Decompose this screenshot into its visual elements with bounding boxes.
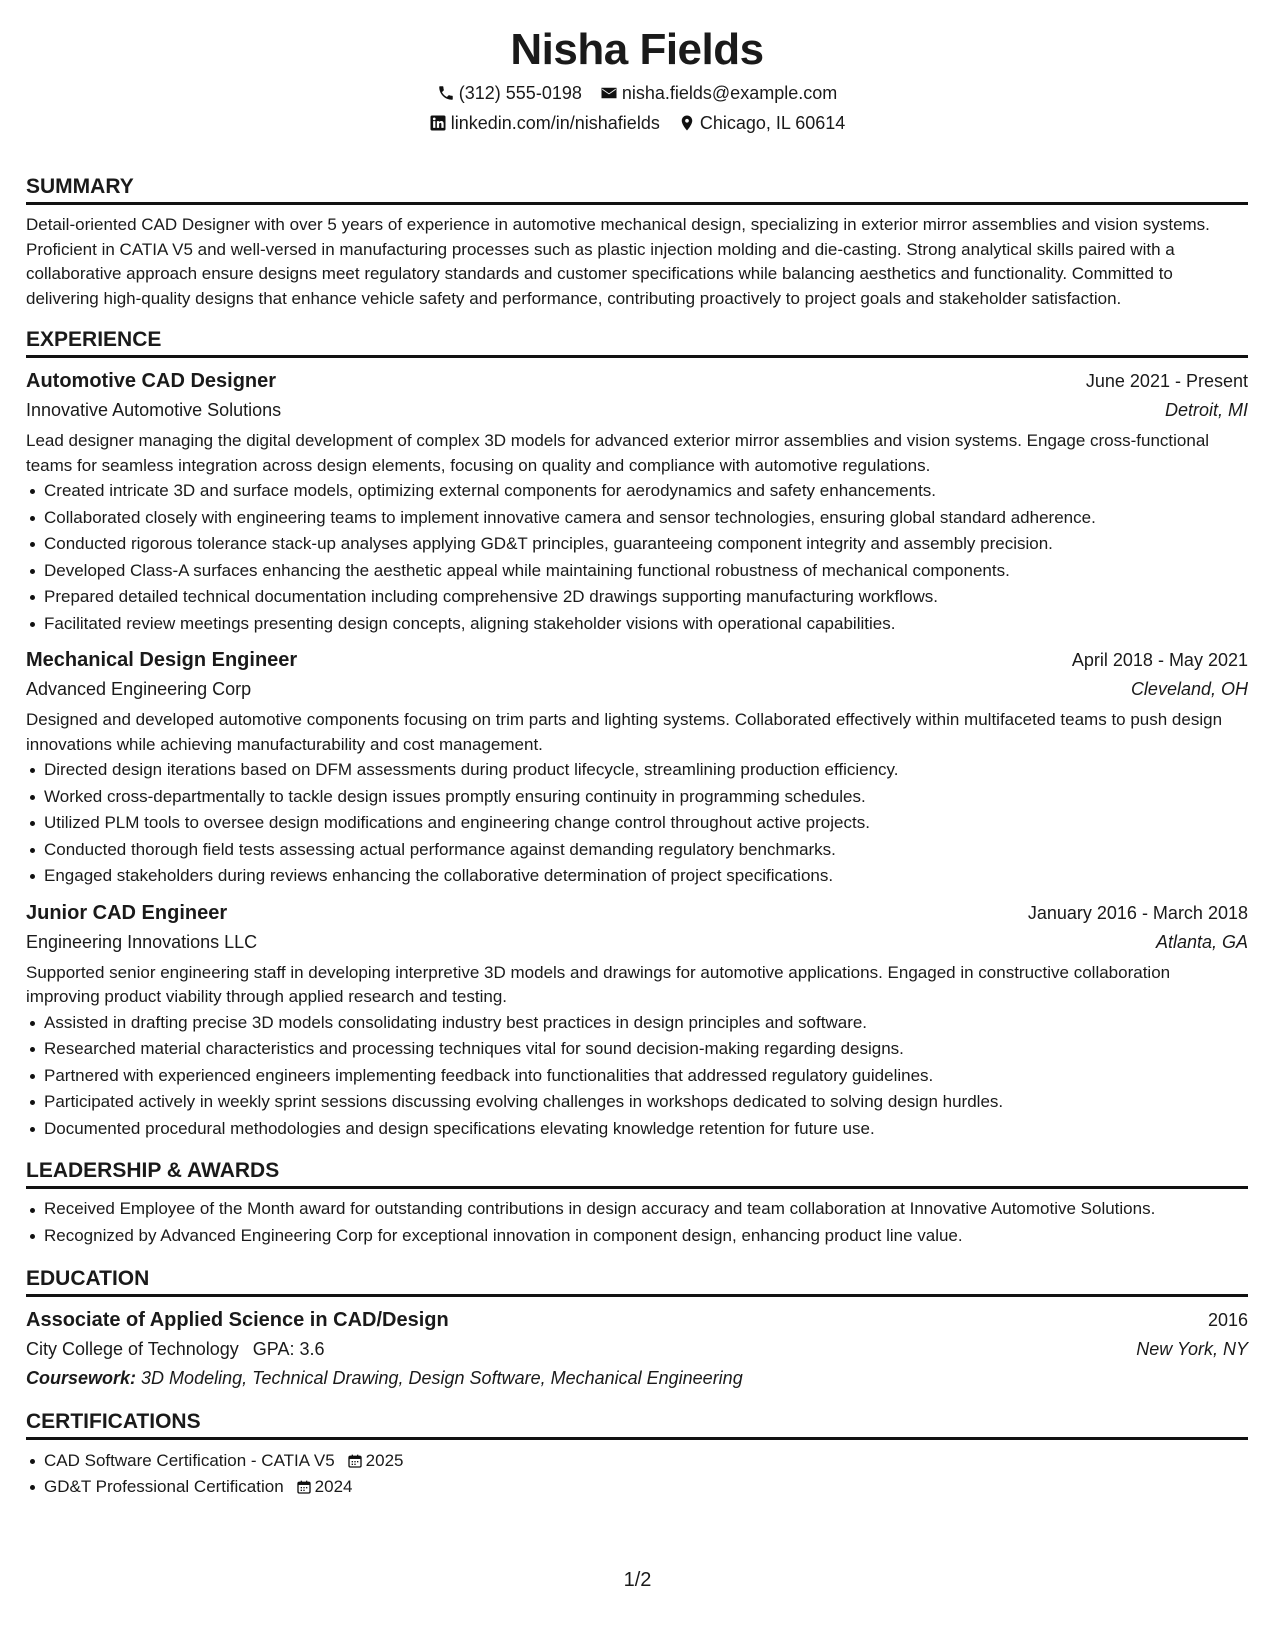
- gpa: GPA: 3.6: [252, 1338, 325, 1359]
- page-number: 1/2: [623, 1569, 652, 1591]
- summary-text: Detail-oriented CAD Designer with over 5 years of experience in automotive mechanical design, specializing in exterior mirror assemblies and vision systems. Proficient in CATIA V5 and well-versed in manufacturing processes such as plastic injection molding and die-casting. Strong analytical skills paired with a collaborative approach ensure designs meet regulatory standards and customer specifications while balancing aesthetics and functionality. Committed to delivering high-quality designs that enhance vehicle safety and performance, contributing proactively to project goals and stakeholder satisfaction.: [26, 215, 1210, 308]
- leadership-section: [26, 1158, 1248, 1250]
- job-entry: [26, 366, 1248, 637]
- job-bullets: [26, 1010, 1248, 1143]
- job-summary: Designed and developed automotive components focusing on trim parts and lighting systems. Collaborated effectively within multifaceted teams to push design innovations while achieving manufacturability and cost management.: [26, 710, 1223, 754]
- job-title: Junior CAD Engineer: [26, 901, 228, 924]
- list-item: Facilitated review meetings presenting design concepts, aligning stakeholder visions with operational capabilities.: [44, 611, 1248, 638]
- list-item: Documented procedural methodologies and design specifications elevating knowledge retention for future use.: [44, 1116, 1248, 1143]
- experience-section: [26, 327, 1248, 1142]
- certification-year: 2024: [314, 1477, 353, 1496]
- job-dates: June 2021 - Present: [1085, 371, 1248, 391]
- education-heading: EDUCATION: [26, 1266, 1248, 1297]
- school-name: City College of Technology: [26, 1338, 239, 1359]
- linkedin-text[interactable]: linkedin.com/in/nishafields: [450, 113, 660, 133]
- list-item: Developed Class-A surfaces enhancing the aesthetic appeal while maintaining functional robustness of mechanical components.: [44, 558, 1248, 585]
- certifications-section: [26, 1409, 1248, 1501]
- list-item: Collaborated closely with engineering teams to implement innovative camera and sensor technologies, ensuring global standard adherence.: [44, 505, 1248, 532]
- job-entry: [26, 645, 1248, 890]
- leadership-bullets: [26, 1197, 1248, 1250]
- job-location: Cleveland, OH: [1130, 679, 1248, 699]
- job-company: Advanced Engineering Corp: [26, 679, 252, 699]
- phone-contact: [437, 78, 582, 108]
- contact-row-2: [26, 108, 1248, 138]
- job-bullets: [26, 478, 1248, 637]
- coursework: [26, 1364, 1248, 1393]
- list-item: Recognized by Advanced Engineering Corp for exceptional innovation in component design, enhancing product line value.: [44, 1223, 1248, 1250]
- job-company: Engineering Innovations LLC: [26, 931, 258, 952]
- email-contact[interactable]: [600, 78, 837, 108]
- list-item: Assisted in drafting precise 3D models consolidating industry best practices in design principles and software.: [44, 1010, 1248, 1037]
- certification-year: 2025: [365, 1450, 404, 1470]
- graduation-year: 2016: [1207, 1309, 1248, 1330]
- list-item: Partnered with experienced engineers implementing feedback into functionalities that addressed regulatory guidelines.: [44, 1063, 1248, 1090]
- job-summary: Supported senior engineering staff in developing interpretive 3D models and drawings for automotive applications. Engaged in constructive collaboration improving product viability through applied research and testing.: [26, 962, 1171, 1006]
- list-item: Conducted thorough field tests assessing actual performance against demanding regulatory benchmarks.: [44, 837, 1248, 864]
- job-title: Automotive CAD Designer: [26, 370, 277, 392]
- certification-name: GD&T Professional Certification: [44, 1477, 284, 1496]
- contact-row-1: [26, 78, 1248, 108]
- coursework-label: Coursework:: [26, 1367, 137, 1388]
- linkedin-icon: [429, 114, 447, 132]
- certification-name: CAD Software Certification - CATIA V5: [44, 1450, 335, 1470]
- job-location: Detroit, MI: [1164, 400, 1248, 420]
- linkedin-contact[interactable]: [429, 108, 660, 138]
- list-item: Created intricate 3D and surface models, optimizing external components for aerodynamics and safety enhancements.: [44, 478, 1248, 505]
- phone-text: (312) 555-0198: [458, 83, 582, 103]
- list-item: Participated actively in weekly sprint sessions discussing evolving challenges in workshops dedicated to solving design hurdles.: [44, 1089, 1248, 1116]
- experience-heading: EXPERIENCE: [26, 327, 1248, 358]
- calendar-icon: [347, 1453, 363, 1469]
- list-item: Worked cross-departmentally to tackle design issues promptly ensuring continuity in programming schedules.: [44, 784, 1248, 811]
- job-dates: January 2016 - March 2018: [1027, 902, 1248, 923]
- job-title: Mechanical Design Engineer: [26, 649, 298, 671]
- job-dates: April 2018 - May 2021: [1071, 650, 1248, 670]
- degree-title: Associate of Applied Science in CAD/Design: [26, 1308, 449, 1331]
- candidate-name: Nisha Fields: [510, 25, 764, 74]
- list-item: [44, 1474, 1248, 1501]
- certifications-list: [26, 1448, 1248, 1501]
- job-location: Atlanta, GA: [1155, 931, 1248, 952]
- email-text[interactable]: nisha.fields@example.com: [621, 83, 838, 103]
- list-item: [44, 1448, 1248, 1475]
- job-bullets: [26, 757, 1248, 890]
- summary-heading: SUMMARY: [26, 174, 1248, 205]
- map-pin-icon: [678, 114, 696, 132]
- list-item: Conducted rigorous tolerance stack-up analyses applying GD&T principles, guaranteeing component integrity and assembly precision.: [44, 531, 1248, 558]
- phone-icon: [437, 84, 455, 102]
- coursework-list: 3D Modeling, Technical Drawing, Design Software, Mechanical Engineering: [141, 1367, 743, 1388]
- job-company: Innovative Automotive Solutions: [26, 400, 282, 420]
- list-item: Received Employee of the Month award for outstanding contributions in design accuracy and team collaboration at Innovative Automotive Solutions.: [44, 1197, 1248, 1221]
- list-item: Directed design iterations based on DFM assessments during product lifecycle, streamlining production efficiency.: [44, 757, 1248, 784]
- list-item: Utilized PLM tools to oversee design modifications and engineering change control throughout active projects.: [44, 810, 1248, 837]
- education-section: [26, 1266, 1248, 1393]
- location-contact: [678, 108, 845, 138]
- list-item: Engaged stakeholders during reviews enhancing the collaborative determination of project specifications.: [44, 863, 1248, 890]
- job-summary: Lead designer managing the digital development of complex 3D models for advanced exterior mirror assemblies and vision systems. Engage cross-functional teams for seamless integration across design elements, focusing on quality and compliance with automotive regulations.: [26, 431, 1210, 475]
- envelope-icon: [600, 84, 618, 102]
- certifications-heading: CERTIFICATIONS: [26, 1409, 1248, 1440]
- calendar-icon: [296, 1479, 312, 1495]
- leadership-heading: LEADERSHIP & AWARDS: [26, 1158, 1248, 1189]
- job-entry: [26, 898, 1248, 1143]
- location-text: Chicago, IL 60614: [699, 113, 846, 133]
- list-item: Prepared detailed technical documentation including comprehensive 2D drawings supporting manufacturing workflows.: [44, 584, 1248, 611]
- resume-page: [26, 0, 1248, 1501]
- list-item: Researched material characteristics and processing techniques vital for sound decision-making regarding designs.: [44, 1036, 1248, 1063]
- school-location: New York, NY: [1136, 1338, 1248, 1359]
